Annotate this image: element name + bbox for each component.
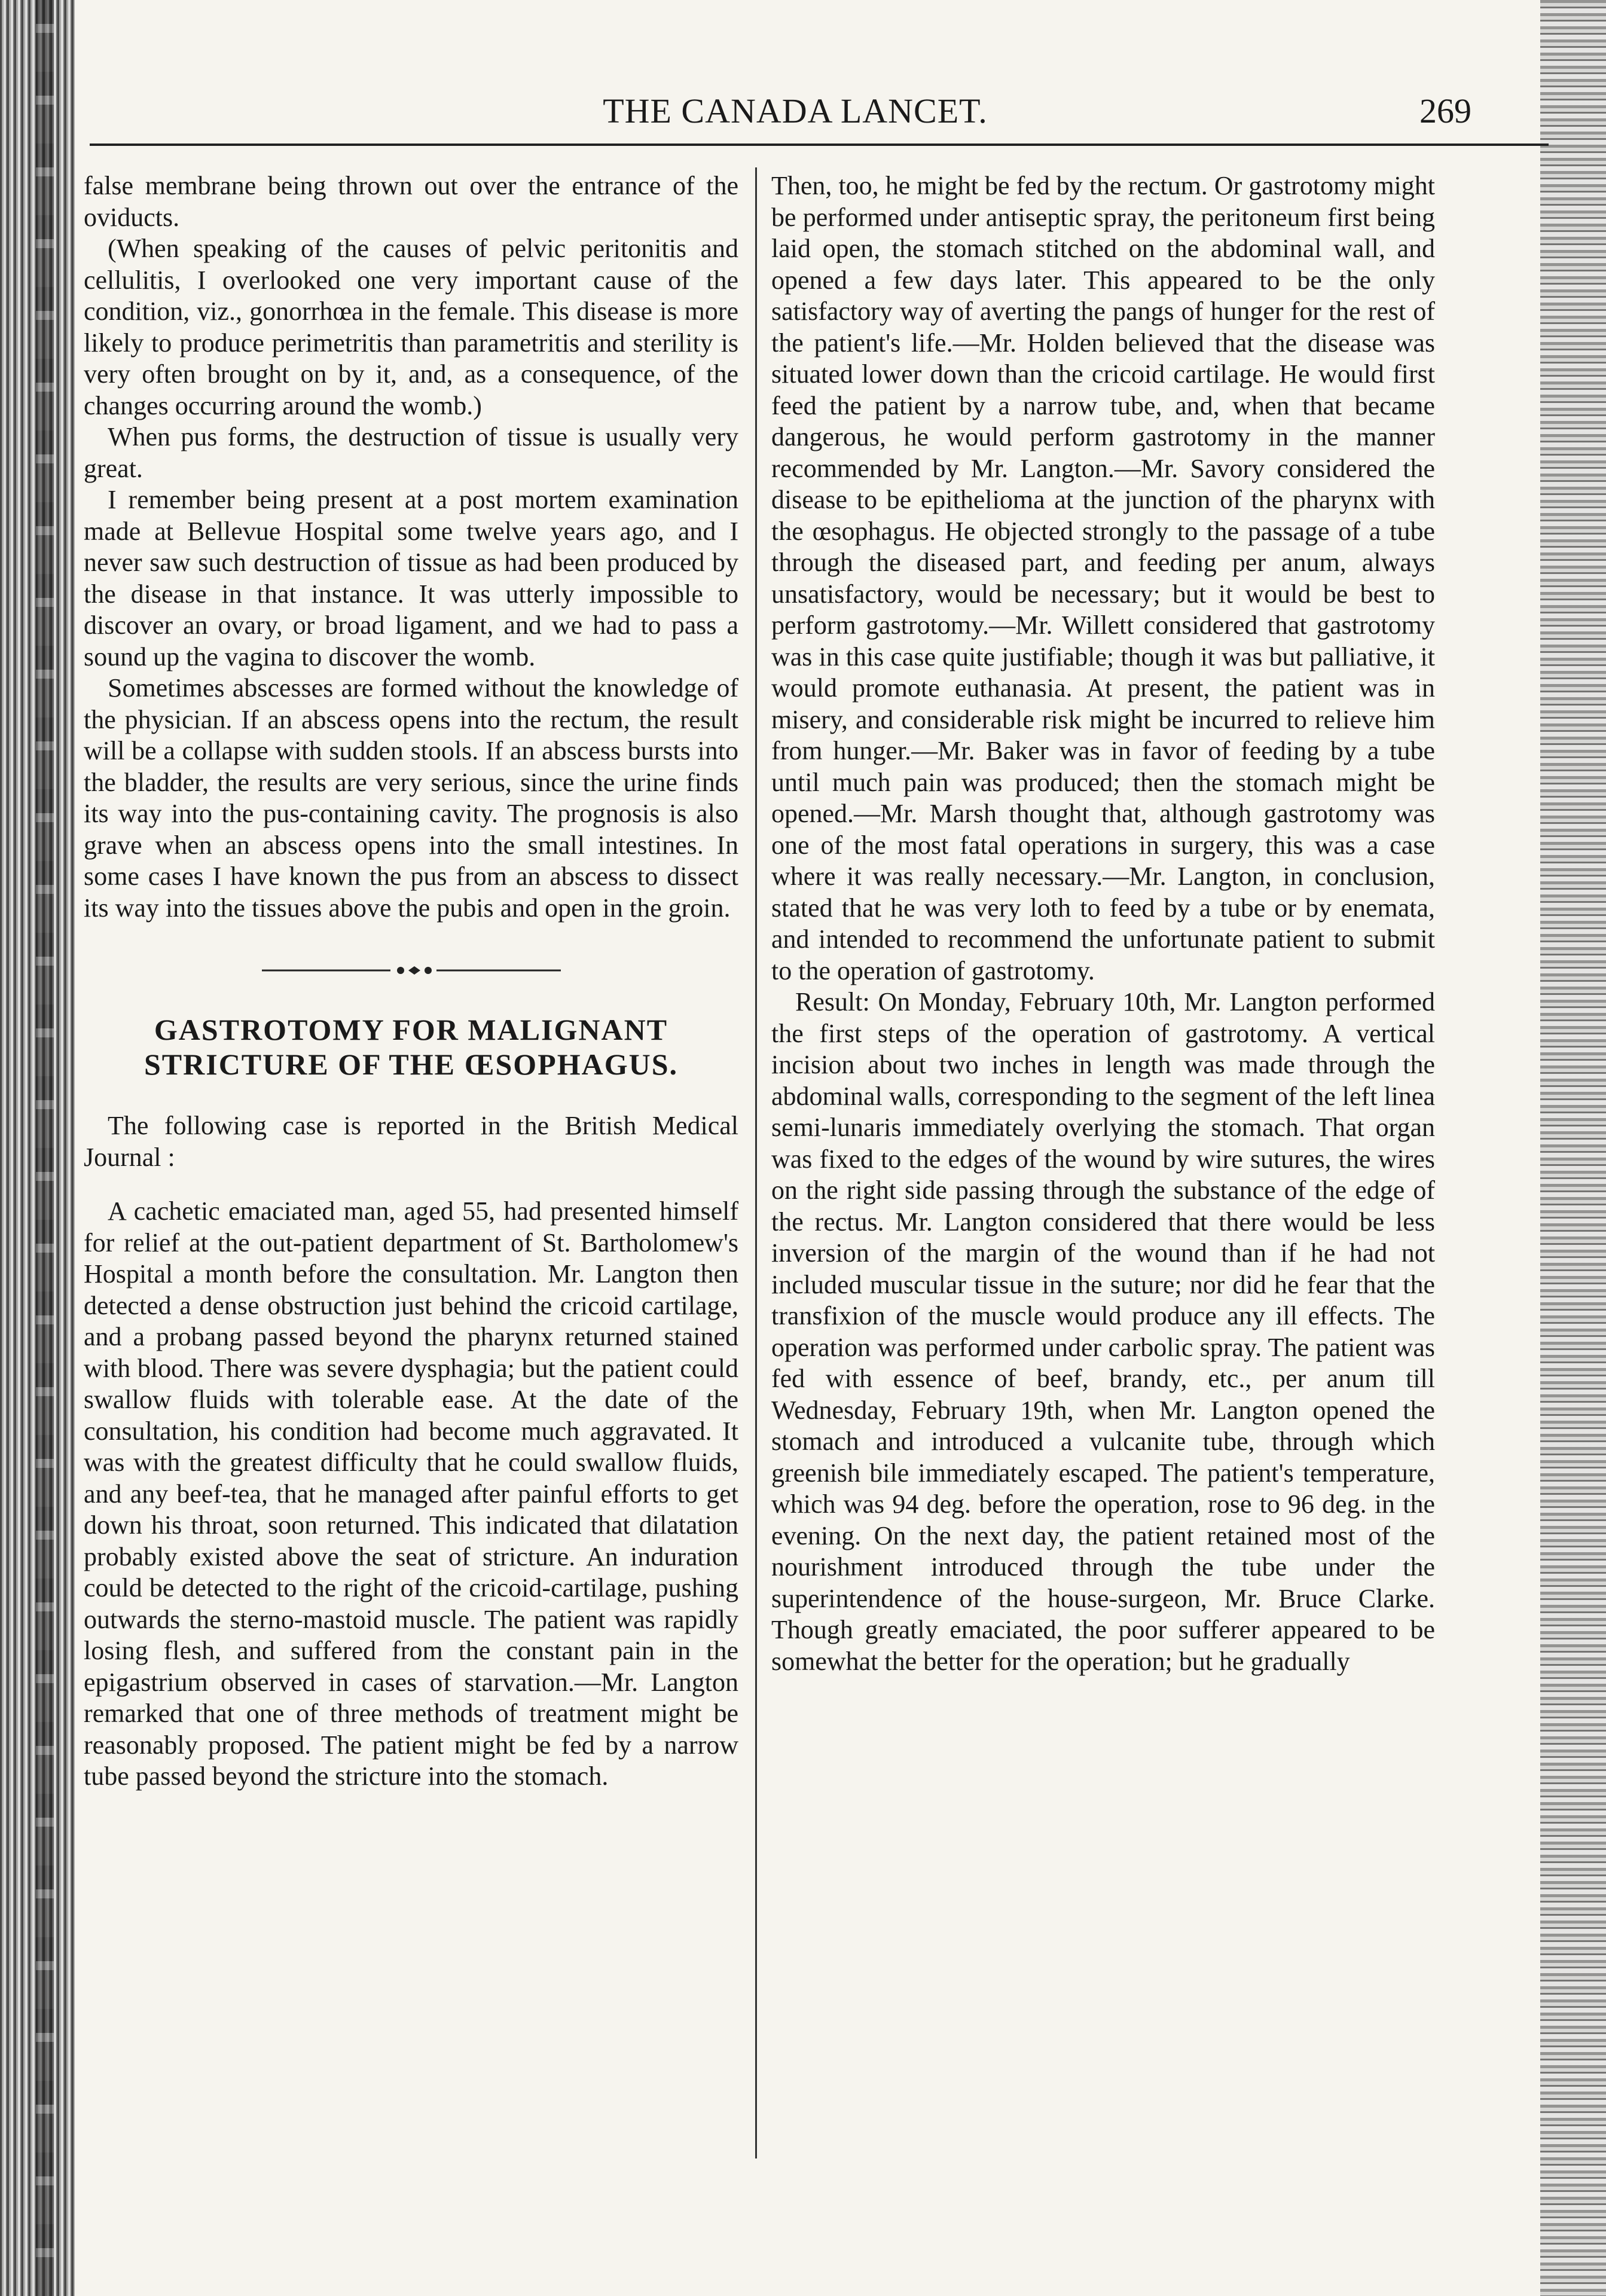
article-heading: GASTROTOMY FOR MALIGNANT STRICTURE OF THE ŒSOPHAGUS. <box>143 1013 679 1081</box>
paragraph: I remember being present at a post mortem examination made at Bellevue Hospital some twelve years ago, and I never saw such destruction of tissue as had been produced by the disease in that instance. It was utterly impossible to discover an ovary, or broad ligament, and we had to pass a sound up the vagina to discover the womb. <box>84 485 738 671</box>
spacer <box>84 1173 738 1196</box>
left-column <box>84 170 738 1793</box>
section-separator-ornament <box>262 964 561 976</box>
paragraph: false membrane being thrown out over the entrance of the oviducts. <box>84 171 738 232</box>
paragraph: Then, too, he might be fed by the rectum. Or gastrotomy might be performed under antiseptic spray, the peritoneum first being laid open, the stomach stitched on the abdominal wall, and opened a few days later. This appeared to be the only satisfactory way of averting the pangs of hunger for the rest of the patient's life.—Mr. Holden believed that the disease was situated lower down than the cricoid cartilage. He would first feed the patient by a narrow tube, and, when that became dangerous, he would perform gastrotomy in the manner recommended by Mr. Langton.—Mr. Savory considered the disease to be epithelioma at the junction of the pharynx with the œsophagus. He objected strongly to the passage of a tube through the diseased part, and feeding per anum, always unsatisfactory, would be necessary; but it would be best to perform gastrotomy.—Mr. Willett considered that gastrotomy was in this case quite justifiable; though it was but palliative, it would promote euthanasia. At present, the patient was in misery, and considerable risk might be incurred to relieve him from hunger.—Mr. Baker was in favor of feeding by a tube until much pain was produced; then the stomach might be opened.—Mr. Marsh thought that, although gastrotomy was one of the most fatal operations in surgery, this was a case where it was really necessary.—Mr. Langton, in conclusion, stated that he was very loth to feed by a tube or by enemata, and intended to recommend the unfortunate patient to submit to the operation of gastrotomy. <box>771 171 1435 985</box>
right-column <box>771 170 1435 1677</box>
result-paragraph: Result: On Monday, February 10th, Mr. Langton performed the first steps of the operation of gastrotomy. A vertical incision about two inches in length was made through the abdominal walls, corresponding to the segment of the left linea semi-lunaris immediately overlying the stomach. That organ was fixed to the edges of the wound by wire sutures, the wires on the right side passing through the substance of the edge of the rectus. Mr. Langton considered that there would be less inversion of the margin of the wound than if he had not included muscular tissue in the suture; nor did he fear that the transfixion of the muscle would produce any ill effects. The operation was performed under carbolic spray. The patient was fed with essence of beef, brandy, etc., per anum till Wednesday, February 19th, when Mr. Langton opened the stomach and introduced a vulcanite tube, through which greenish bile immediately escaped. The patient's temperature, which was 94 deg. before the operation, rose to 96 deg. in the evening. On the next day, the patient retained most of the nourishment introduced through the tube under the superintendence of the house-surgeon, Mr. Bruce Clarke. Though greatly emaciated, the poor sufferer appeared to be somewhat the better for the operation; but he gradually <box>771 987 1435 1676</box>
paragraph: When pus forms, the destruction of tissue is usually very great. <box>84 422 738 483</box>
paragraph: Sometimes abscesses are formed without the knowledge of the physician. If an abscess opens into the rectum, the result will be a collapse with sudden stools. If an abscess bursts into the bladder, the results are very serious, since the urine finds its way into the pus-containing cavity. The prognosis is also grave when an abscess opens into the small intestines. In some cases I have known the pus from an abscess to dissect its way into the tissues above the pubis and open in the groin. <box>84 673 738 923</box>
intro-paragraph: The following case is reported in the British Medical Journal : <box>84 1111 738 1172</box>
header-rule <box>90 144 1549 146</box>
page-number: 269 <box>1419 91 1471 130</box>
page-right-edge <box>1540 0 1606 2296</box>
running-title: THE CANADA LANCET. <box>603 91 988 130</box>
case-paragraph: A cachetic emaciated man, aged 55, had presented himself for relief at the out-patient department of St. Bartholomew's Hospital a month before the consultation. Mr. Langton then detected a dense obstruction just behind the cricoid cartilage, and a probang passed beyond the pharynx returned stained with blood. There was severe dysphagia; but the patient could swallow fluids with tolerable ease. At the date of the consultation, his condition had become much aggravated. It was with the greatest difficulty that he could swallow fluids, and any beef-tea, that he managed after painful efforts to get down his throat, soon returned. This indicated that dilatation probably existed above the seat of stricture. An induration could be detected to the right of the cricoid-cartilage, pushing outwards the sterno-mastoid muscle. The patient was rapidly losing flesh, and suffered from the constant pain in the epigastrium observed in cases of starvation.—Mr. Langton remarked that one of three methods of treatment might be reasonably proposed. The patient might be fed by a narrow tube passed beyond the stricture into the stomach. <box>84 1196 738 1791</box>
paragraph: (When speaking of the causes of pelvic peritonitis and cellulitis, I overlooked one very important cause of the condition, viz., gonorrhœa in the female. This disease is more likely to produce perimetritis than parametritis and sterility is very often brought on by it, and, as a consequence, of the changes occurring around the womb.) <box>84 234 738 420</box>
page-binding-shadow <box>36 0 54 2296</box>
column-divider <box>755 167 757 2158</box>
